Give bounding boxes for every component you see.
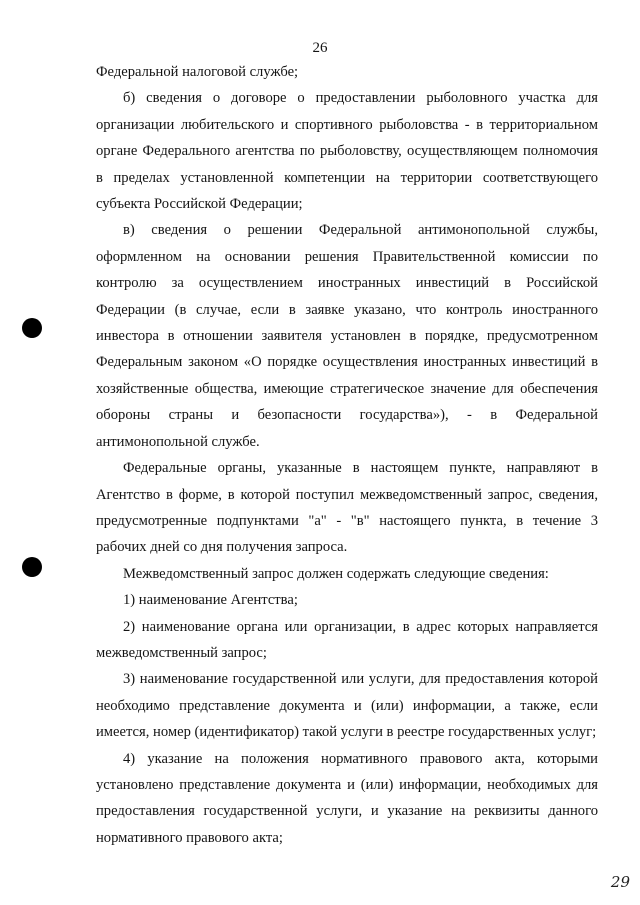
list-item-1: 1) наименование Агентства; (123, 592, 298, 609)
paragraph-federal-organs: Федеральные органы, указанные в настоящем пункте, направляют в Агентство в форме, в которой поступил межведомственный запрос, сведения, предусмотренные подпунктами "а" - "в" настоящего пункта, в течение 3 рабочих дней со дня получения запроса. (96, 460, 598, 556)
list-item-2: 2) наименование органа или организации, в адрес которых направляется межведомственный запрос; (96, 618, 598, 661)
page-number: 26 (312, 40, 328, 56)
binder-hole-bottom (22, 557, 42, 577)
handwritten-sheet-number: 29 (610, 873, 630, 891)
paragraph-continuation: Федеральной налоговой службе; (96, 64, 299, 80)
binder-hole-top (22, 318, 42, 338)
list-item-3: 3) наименование государственной или услуги, для предоставления которой необходимо представление документа и (или) информации, а также, если имеется, номер (идентификатор) такой услуги в реестре государственных услуг; (96, 671, 598, 741)
paragraph-item-v: в) сведения о решении Федеральной антимонопольной службы, оформленном на основании решения Правительственной комиссии по контролю за осуществлением иностранных инвестиций в Российской Федерации (в случае, если в заявке указано, что контроль иностранного инвестора в отношении заявителя установлен в порядке, предусмотренном Федеральным законом «О порядке осуществления иностранных инвестиций в хозяйственные общества, имеющие стратегическое значение для обеспечения обороны страны и безопасности государства»), - в Федеральной антимонопольной службе. (96, 222, 598, 450)
document-body (96, 59, 598, 851)
list-item-4: 4) указание на положения нормативного правового акта, которыми установлено представление документа и (или) информации, необходимых для предоставления государственной услуги, и указание на реквизиты данного нормативного правового акта; (96, 750, 598, 846)
paragraph-item-b: б) сведения о договоре о предоставлении рыболовного участка для организации любительского и спортивного рыболовства - в территориальном органе Федерального агентства по рыболовству, осуществляющем полномочия в пределах установленной компетенции на территории соответствующего субъекта Российской Федерации; (96, 90, 598, 213)
paragraph-request-contents: Межведомственный запрос должен содержать следующие сведения: (123, 565, 549, 582)
